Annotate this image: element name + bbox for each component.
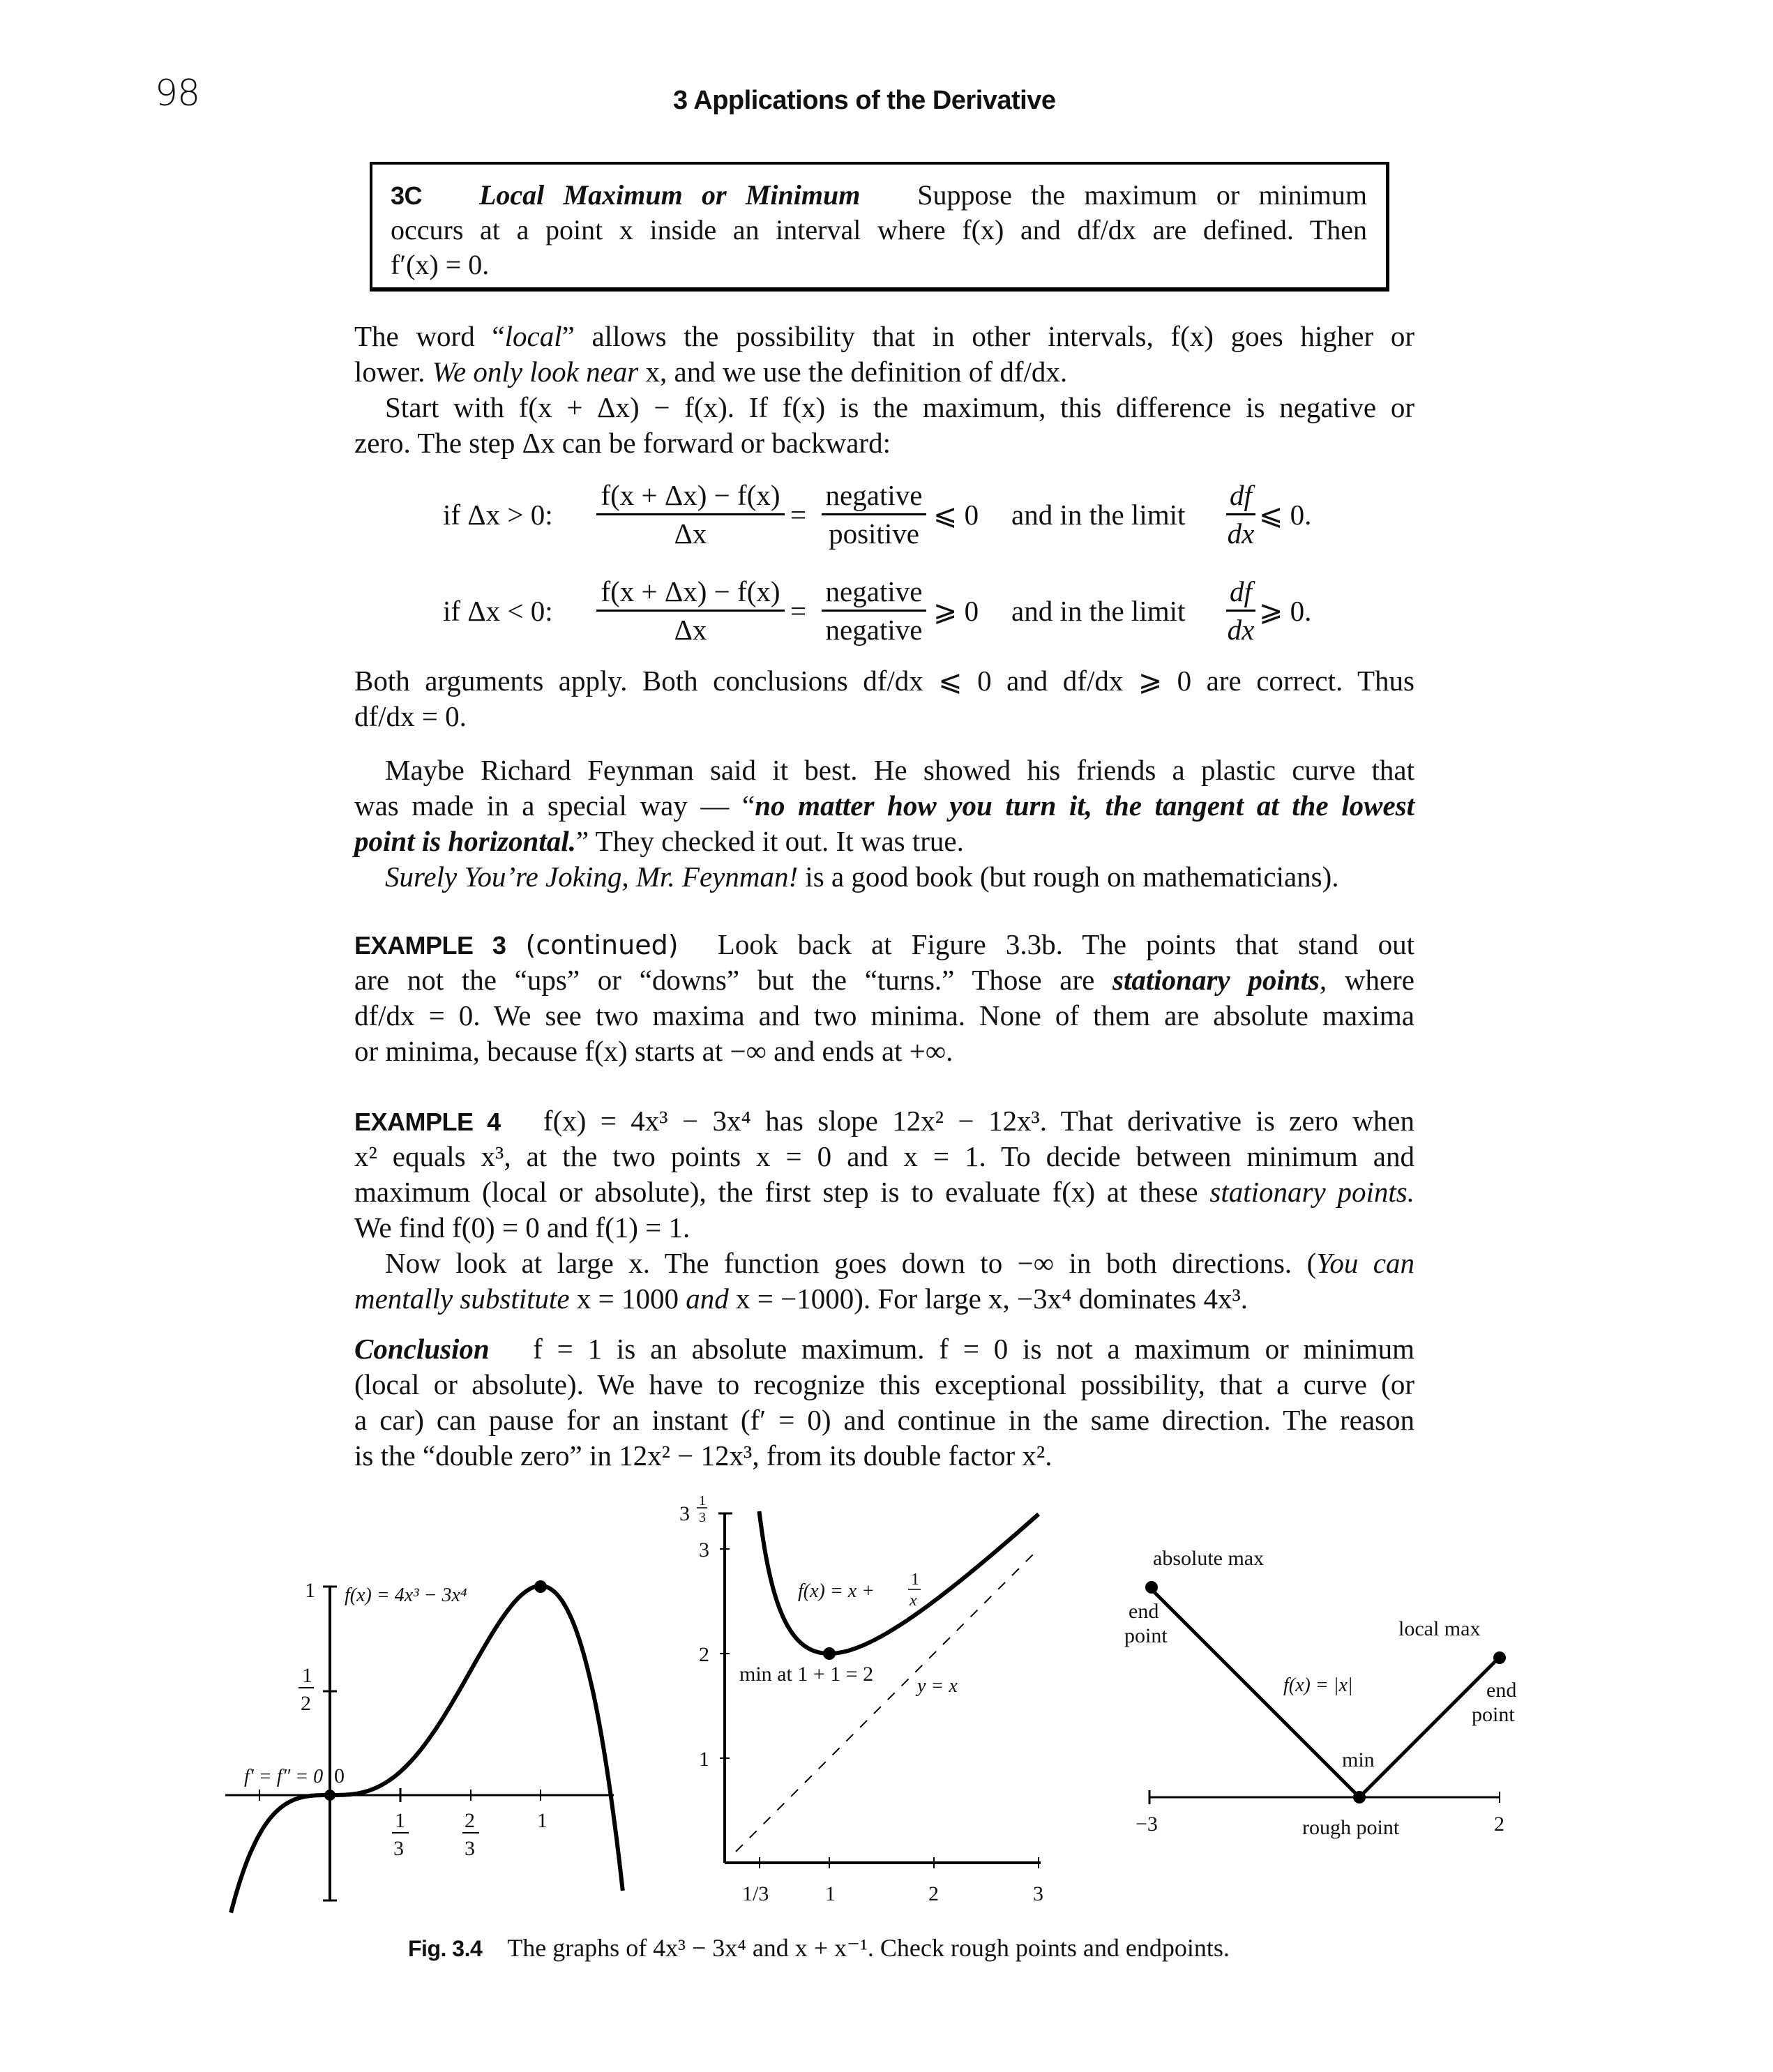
eq2-d-relation: ⩾ 0. bbox=[1259, 595, 1312, 627]
rough-point-marker bbox=[1353, 1791, 1366, 1803]
caption-label: Fig. 3.4 bbox=[408, 1936, 483, 1961]
numerator: f(x + Δx) − f(x) bbox=[601, 575, 780, 607]
x-tick-label-third: 1/3 bbox=[742, 1882, 769, 1905]
left-graph bbox=[225, 1579, 623, 1913]
absolute-max-label: absolute max bbox=[1153, 1547, 1265, 1570]
asymptote-label: y = x bbox=[917, 1675, 958, 1697]
eq2-limit-text: and in the limit bbox=[1011, 595, 1186, 627]
book-title: Surely You’re Joking, Mr. Feynman! bbox=[385, 861, 799, 893]
example3-line-4: or minima, because f(x) starts at −∞ and ends at +∞. bbox=[354, 1035, 953, 1067]
text: lower. bbox=[354, 356, 432, 388]
theorem-line-2: occurs at a point x inside an interval where f(x) and df/dx are defined. Then bbox=[391, 214, 1367, 245]
emphasis: stationary points bbox=[1112, 964, 1320, 996]
svg-text:3: 3 bbox=[679, 1502, 690, 1525]
y-tick-label-half bbox=[299, 1664, 314, 1715]
text: are not the “ups” or “downs” but the “turns.” Those are bbox=[354, 964, 1113, 996]
page-number: 98 bbox=[155, 73, 200, 114]
p3-line-2: df/dx = 0. bbox=[354, 700, 467, 732]
text: Look back at Figure 3.3b. The points that stand out bbox=[717, 928, 1415, 960]
y-tick-label-1: 1 bbox=[305, 1579, 315, 1602]
emphasis: mentally substitute bbox=[354, 1283, 570, 1315]
quartic-curve bbox=[231, 1586, 623, 1913]
right-graph bbox=[1124, 1547, 1516, 1839]
text: x = 1000 bbox=[569, 1283, 686, 1315]
eq1-equals: = bbox=[790, 499, 807, 531]
y-tick-label-1: 1 bbox=[699, 1748, 709, 1771]
x-tick-label-1: 1 bbox=[825, 1882, 836, 1905]
emphasis: You can bbox=[1316, 1247, 1414, 1279]
curve-label: f(x) = 4x³ − 3x⁴ bbox=[345, 1585, 467, 1606]
numerator: df bbox=[1230, 575, 1252, 607]
min-label: min bbox=[1342, 1748, 1375, 1771]
x-tick-label-neg3: −3 bbox=[1136, 1813, 1158, 1836]
svg-text:3: 3 bbox=[393, 1837, 404, 1860]
text: was made in a special way — “ bbox=[354, 789, 755, 822]
minimum-point-marker bbox=[823, 1647, 836, 1660]
numerator: df bbox=[1230, 479, 1252, 511]
denominator: Δx bbox=[674, 517, 707, 550]
text: maximum (local or absolute), the first step is to evaluate f(x) at these bbox=[354, 1176, 1210, 1208]
theorem-title: Local Maximum or Minimum bbox=[478, 179, 861, 211]
svg-text:1: 1 bbox=[699, 1493, 706, 1508]
quote: no matter how you turn it, the tangent at the lowest bbox=[755, 789, 1414, 822]
example3-line-3: df/dx = 0. We see two maxima and two minima. None of them are absolute maxima bbox=[354, 999, 1414, 1031]
eq1-relation: ⩽ 0 bbox=[933, 499, 979, 531]
denominator: negative bbox=[825, 614, 923, 646]
emphasis: We only look near bbox=[432, 356, 639, 388]
denominator: Δx bbox=[674, 614, 707, 646]
eq1-condition: if Δx > 0: bbox=[443, 499, 553, 531]
quote: point is horizontal. bbox=[354, 825, 576, 857]
end-point-left-label-2: point bbox=[1124, 1624, 1168, 1647]
min-label: min at 1 + 1 = 2 bbox=[739, 1663, 874, 1686]
theorem-line-3: f′(x) = 0. bbox=[391, 249, 490, 280]
svg-text:2: 2 bbox=[465, 1809, 475, 1832]
theorem-label: 3C bbox=[391, 181, 423, 210]
eq1-limit-text: and in the limit bbox=[1011, 499, 1186, 531]
maximum-point-marker bbox=[534, 1580, 547, 1593]
eq1-d-relation: ⩽ 0. bbox=[1259, 499, 1312, 531]
y-tick-label-3-1-3 bbox=[679, 1493, 707, 1525]
caption-text: The graphs of 4x³ − 3x⁴ and x + x⁻¹. Check rough points and endpoints. bbox=[507, 1934, 1230, 1962]
running-head: 3 Applications of the Derivative bbox=[673, 86, 1056, 115]
text: x = −1000). For large x, −3x⁴ dominates 4x³. bbox=[728, 1283, 1248, 1315]
origin-label: f′ = f″ = 0 bbox=[244, 1766, 324, 1787]
p2-line-1: Start with f(x + Δx) − f(x). If f(x) is the maximum, this difference is negative or bbox=[385, 391, 1414, 423]
svg-text:3: 3 bbox=[699, 1510, 706, 1525]
conclusion-label: Conclusion bbox=[354, 1333, 490, 1365]
svg-text:x: x bbox=[910, 1591, 917, 1610]
p3-line-1: Both arguments apply. Both conclusions df/dx ⩽ 0 and df/dx ⩾ 0 are correct. Thus bbox=[354, 665, 1414, 697]
rough-point-label: rough point bbox=[1302, 1816, 1400, 1839]
svg-text:f(x) = x +: f(x) = x + bbox=[798, 1580, 875, 1602]
end-point-right-label-1: end bbox=[1486, 1679, 1517, 1702]
text: Now look at large x. The function goes down to −∞ in both directions. ( bbox=[385, 1247, 1317, 1279]
example-label-suffix: (continued) bbox=[525, 930, 679, 960]
x-tick-label-2: 2 bbox=[928, 1882, 939, 1905]
example4-line-2: x² equals x³, at the two points x = 0 and x = 1. To decide between minimum and bbox=[354, 1140, 1414, 1172]
x-tick-label-3: 3 bbox=[1033, 1882, 1043, 1905]
text: ” They checked it out. It was true. bbox=[575, 825, 964, 857]
svg-text:1: 1 bbox=[302, 1664, 312, 1687]
eq2-equals: = bbox=[790, 595, 807, 627]
theorem-text: Suppose the maximum or minimum bbox=[917, 179, 1368, 211]
svg-text:2: 2 bbox=[301, 1692, 311, 1715]
denominator: dx bbox=[1227, 614, 1255, 646]
example4-line-4: We find f(0) = 0 and f(1) = 1. bbox=[354, 1211, 691, 1243]
curve-label bbox=[798, 1571, 921, 1610]
svg-text:1: 1 bbox=[395, 1809, 405, 1832]
text: , where bbox=[1319, 964, 1415, 996]
absolute-max-marker bbox=[1145, 1581, 1158, 1594]
origin-value: 0 bbox=[334, 1764, 345, 1787]
local-max-label: local max bbox=[1398, 1617, 1481, 1640]
svg-text:1: 1 bbox=[911, 1571, 919, 1589]
text: f = 1 is an absolute maximum. f = 0 is not a maximum or minimum bbox=[533, 1333, 1414, 1365]
numerator: negative bbox=[825, 479, 923, 511]
p4-line-1: Maybe Richard Feynman said it best. He showed his friends a plastic curve that bbox=[385, 754, 1414, 786]
local-max-marker bbox=[1493, 1651, 1506, 1664]
text: is a good book (but rough on mathematicians). bbox=[798, 861, 1339, 893]
x-tick-label-third bbox=[392, 1809, 409, 1860]
emphasis: stationary points. bbox=[1209, 1176, 1414, 1208]
figure-caption bbox=[408, 1933, 1230, 1963]
text: f(x) = 4x³ − 3x⁴ has slope 12x² − 12x³. That derivative is zero when bbox=[543, 1105, 1415, 1137]
x-tick-label-two-thirds bbox=[462, 1809, 479, 1860]
text: ” allows the possibility that in other intervals, f(x) goes higher or bbox=[561, 320, 1415, 352]
end-point-left-label-1: end bbox=[1129, 1600, 1159, 1623]
denominator: positive bbox=[829, 517, 919, 550]
example-label: EXAMPLE 3 bbox=[354, 931, 506, 960]
conclusion-line-4: is the “double zero” in 12x² − 12x³, from its double factor x². bbox=[354, 1439, 1053, 1472]
inflection-point-marker bbox=[324, 1790, 335, 1801]
x-tick-label-2: 2 bbox=[1494, 1813, 1504, 1836]
emphasis: local bbox=[504, 320, 562, 352]
numerator: negative bbox=[825, 575, 923, 607]
emphasis: and bbox=[686, 1283, 729, 1315]
curve-label: f(x) = |x| bbox=[1283, 1674, 1353, 1696]
x-tick-label-one: 1 bbox=[537, 1809, 548, 1832]
middle-graph bbox=[679, 1493, 1043, 1905]
numerator: f(x + Δx) − f(x) bbox=[601, 479, 780, 511]
eq2-condition: if Δx < 0: bbox=[443, 595, 553, 627]
p2-line-2: zero. The step Δx can be forward or backward: bbox=[354, 427, 891, 459]
y-tick-label-3: 3 bbox=[699, 1538, 709, 1561]
svg-text:3: 3 bbox=[465, 1837, 475, 1860]
text: x, and we use the definition of df/dx. bbox=[638, 356, 1068, 388]
conclusion-line-3: a car) can pause for an instant (f′ = 0) and continue in the same direction. The reason bbox=[354, 1404, 1414, 1436]
asymptote-line bbox=[736, 1549, 1039, 1852]
conclusion-line-2: (local or absolute). We have to recognize this exceptional possibility, that a curve (or bbox=[354, 1368, 1414, 1400]
end-point-right-label-2: point bbox=[1472, 1703, 1515, 1726]
text: The word “ bbox=[354, 320, 505, 352]
example-label: EXAMPLE 4 bbox=[354, 1107, 501, 1136]
eq2-relation: ⩾ 0 bbox=[933, 595, 979, 627]
y-tick-label-2: 2 bbox=[699, 1643, 709, 1666]
denominator: dx bbox=[1227, 517, 1255, 550]
